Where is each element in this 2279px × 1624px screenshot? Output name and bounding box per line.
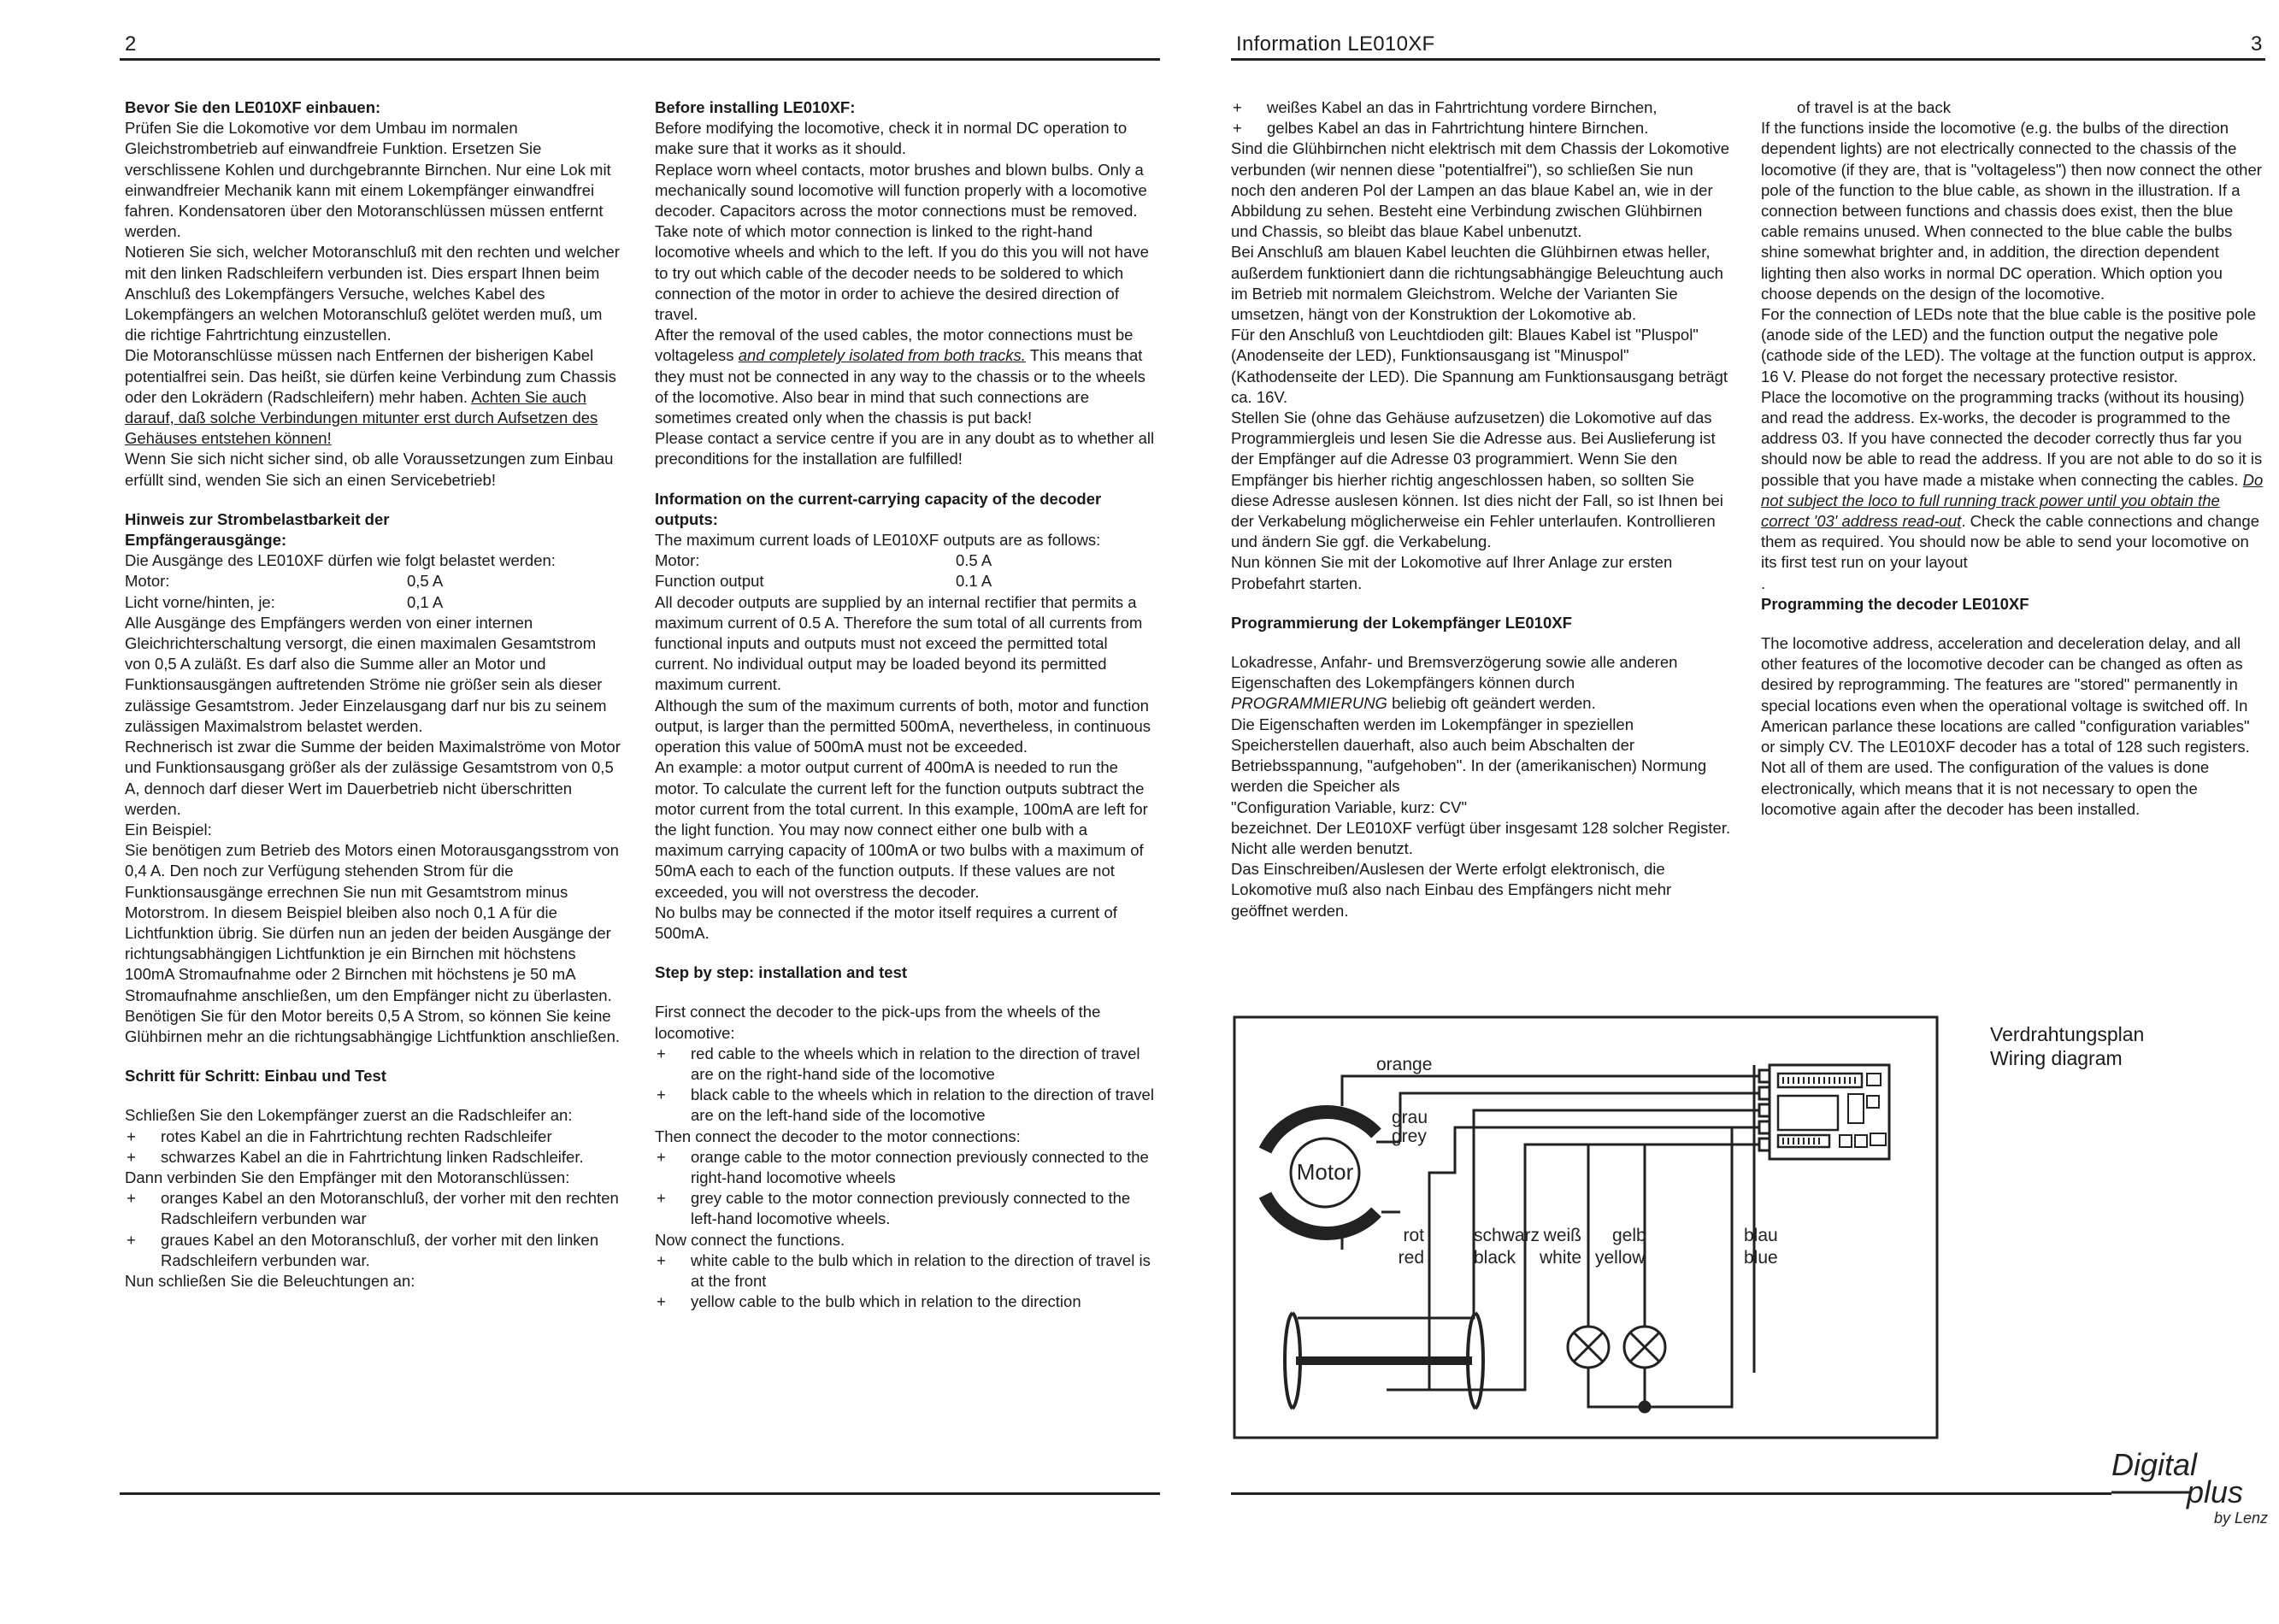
table-row: [125, 592, 624, 613]
underlined-emphasis: and completely isolated from both tracks.: [738, 346, 1026, 365]
paragraph: If the functions inside the locomotive (e.g. the bulbs of the direction dependent lights) are not electrically connected to the chassis of the locomotive (if they are, that is "voltageless") then now connect the other pole of the function to the blue cable, as shown in the illustration. If a connection between functions and chassis does exist, then the blue cable remains unused. When connected to the blue cable the bulbs shine somewhat brighter and, in addition, the direction dependent lighting then also works in normal DC operation. Which option you choose depends on the design of the locomotive.: [1761, 119, 2262, 303]
italic-term: PROGRAMMIERUNG: [1231, 694, 1387, 713]
label-grey: grey: [1392, 1127, 1427, 1146]
logo-digital: Digital: [2111, 1447, 2198, 1482]
paragraph: Schließen Sie den Lokempfänger zuerst an die Radschleifer an:: [125, 1106, 573, 1125]
heading-programming: Programming the decoder LE010XF: [1761, 594, 2029, 613]
decoder-board: [1759, 1065, 1889, 1159]
heading-step-by-step: Step by step: installation and test: [655, 963, 908, 982]
label-motor: Motor: [1296, 1159, 1354, 1185]
paragraph: Before modifying the locomotive, check it in normal DC operation to make sure that it works as it should.: [655, 119, 1128, 158]
caption-english: Wiring diagram: [1990, 1047, 2123, 1069]
text: Die Motoranschlüsse müssen nach Entfernen der bisherigen Kabel potentialfrei sein. Das heißt, sie dürfen keine Verbindung zum Chassis oder den Lokrädern (Radschleifern) mehr haben.: [125, 346, 616, 406]
table-row: [655, 550, 1159, 571]
heading-schritt: Schritt für Schritt: Einbau und Test: [125, 1067, 386, 1086]
paragraph: Then connect the decoder to the motor connections:: [655, 1127, 1021, 1145]
paragraph: Replace worn wheel contacts, motor brushes and blown bulbs. Only a mechanically sound locomotive will function properly with a locomotive decoder. Capacitors across the motor connections must be removed.: [655, 160, 1147, 221]
footer-rule-right: [1231, 1492, 2111, 1495]
list-item: + schwarzes Kabel an die in Fahrtrichtung linken Radschleifer.: [125, 1147, 624, 1168]
list-item: + yellow cable to the bulb which in relation to the direction: [655, 1292, 1159, 1312]
paragraph: Take note of which motor connection is linked to the right-hand locomotive wheels and which to the left. If you do this you will not have to try out which cable of the decoder needs to be soldered to which connection of the motor in order to achieve the desired direction of travel.: [655, 222, 1149, 324]
list-item: + oranges Kabel an den Motoranschluß, der vorher mit den rechten Radschleifern verbunden war: [125, 1188, 624, 1229]
label-weiss: weiß: [1543, 1226, 1581, 1245]
paragraph: Ein Beispiel:: [125, 820, 212, 838]
paragraph: "Configuration Variable, kurz: CV": [1231, 797, 1468, 816]
text: Place the locomotive on the programming tracks (without its housing) and read the address. Ex-works, the decoder is programmed to the address 03. If you have connected the decoder correctly thus far you should now be able to read the address. If you are not able to do so it is possible that you have made a mistake when connecting the cables.: [1761, 387, 2263, 489]
label-red: red: [1398, 1248, 1424, 1268]
diagram-caption: [1990, 1022, 2144, 1070]
digital-plus-logo: [2086, 1441, 2274, 1527]
value: 0,1 A: [407, 592, 444, 611]
label-black: black: [1474, 1248, 1516, 1268]
paragraph: Wenn Sie sich nicht sicher sind, ob alle Voraussetzungen zum Einbau erfüllt sind, wenden Sie sich an einen Servicebetrieb!: [125, 450, 614, 489]
paragraph: Sie benötigen zum Betrieb des Motors einen Motorausgangsstrom von 0,4 A. Den noch zur Verfügung stehenden Strom für die Funktionsausgänge errechnen Sie nun mit Gesamtstrom minus Motorstrom. In diesem Beispiel bleiben also noch 0,1 A für die Lichtfunktion übrig. Sie dürfen nun an jeden der beiden Ausgänge der richtungsabhängigen Lichtfunktion je ein Birnchen mit höchstens 100mA Stromaufnahme oder 2 Birnchen mit höchstens je 50 mA Stromaufnahme anschließen, um den Empfänger nicht zu überlasten.: [125, 841, 619, 1004]
underlined-warning: Do not subject the loco to full running track power until you obtain the correct '03' address read-out: [1761, 470, 2264, 531]
paragraph: First connect the decoder to the pick-ups from the wheels of the locomotive:: [655, 1003, 1101, 1042]
paragraph: Prüfen Sie die Lokomotive vor dem Umbau im normalen Gleichstrombetrieb auf einwandfreie Funktion. Ersetzen Sie verschlissene Kohlen und durchgebrannte Birnchen. Nur eine Lok mit einwandfreier Mechanik kann mit einem Lokempfänger einwandfrei fahren. Kondensatoren über den Motoranschlüssen müssen entfernt werden.: [125, 119, 611, 241]
footer-rule-left: [120, 1492, 1160, 1495]
header-rule-right: [1231, 58, 2265, 61]
underlined-warning: Achten Sie auch darauf, daß solche Verbindungen mitunter erst durch Aufsetzen des Gehäuses entstehen können!: [125, 387, 598, 448]
paragraph: Nun können Sie mit der Lokomotive auf Ihrer Anlage zur ersten Probefahrt starten.: [1231, 553, 1673, 592]
label: Motor:: [125, 572, 170, 591]
table-row: [125, 571, 624, 591]
paragraph: An example: a motor output current of 400mA is needed to run the motor. To calculate the current left for the function outputs subtract the motor current from the total current. In this example, 100mA are left for the light function. You may now connect either one bulb with a maximum carrying capacity of 100mA or two bulbs with a maximum of 50mA each to each of the function outputs. If these values are not exceeded, you will not overstress the decoder.: [655, 758, 1148, 901]
paragraph: Bei Anschluß am blauen Kabel leuchten die Glühbirnen etwas heller, außerdem funktioniert dann die richtungsabhängige Beleuchtung auch im Betrieb mit normalem Gleichstrom. Welche der Varianten Sie umsetzen, hängt von der Konstruktion der Lokomotive ab.: [1231, 243, 1723, 324]
heading-current-capacity: Information on the current-carrying capacity of the decoder outputs:: [655, 489, 1102, 528]
paragraph: No bulbs may be connected if the motor itself requires a current of 500mA.: [655, 903, 1117, 942]
list-item: + orange cable to the motor connection previously connected to the right-hand locomotive wheels: [655, 1147, 1159, 1188]
paragraph: Notieren Sie sich, welcher Motoranschluß mit den rechten und welcher mit den linken Radschleifern verbunden ist. Dies erspart Ihnen beim Anschluß des Lokempfängers Versuche, welches Kabel des Lokempfängers an welchen Motoranschluß gelötet werden muß, um die richtige Fahrtrichtung einzustellen.: [125, 243, 620, 344]
right-page-title: Information LE010XF: [1236, 32, 1435, 56]
paragraph: Rechnerisch ist zwar die Summe der beiden Maximalströme von Motor und Funktionsausgang größer als der zulässige Gesamtstrom von 0,5 A, dennoch darf dieser Wert im Dauerbetrieb nicht überschritten werden.: [125, 738, 621, 818]
logo-by-lenz: by Lenz: [2214, 1509, 2269, 1527]
label-gelb: gelb: [1612, 1226, 1646, 1245]
label-white: white: [1539, 1248, 1581, 1268]
text: beliebig oft geändert werden.: [1387, 694, 1596, 713]
table-row: [655, 571, 1159, 591]
list-item: + grey cable to the motor connection previously connected to the left-hand locomotive wheels.: [655, 1188, 1159, 1229]
label: Function output: [655, 572, 764, 591]
label-grau: grau: [1392, 1108, 1428, 1127]
text: Lokadresse, Anfahr- und Bremsverzögerung sowie alle anderen Eigenschaften des Lokempfängers können durch: [1231, 653, 1678, 692]
heading-before-installing: Before installing LE010XF:: [655, 98, 856, 116]
paragraph: Alle Ausgänge des Empfängers werden von einer internen Gleichrichterschaltung versorgt, die einen maximalen Gesamtstrom von 0,5 A zuläßt. Es darf also die Summe aller an Motor und Funktionsausgängen auftretenden Ströme nie größer sein als dieser zulässige Gesamtstrom. Jeder Einzelausgang darf nur bis zu seinem zulässigen Maximalstrom belastet werden.: [125, 613, 607, 735]
label: Licht vorne/hinten, je:: [125, 592, 275, 611]
paragraph: Now connect the functions.: [655, 1230, 845, 1249]
column-german-left: [125, 97, 624, 1292]
text: This means that they must not be connected in any way to the chassis or to the wheels of the locomotive. Also bear in mind that such connections are sometimes created only when the chassis is put back!: [655, 346, 1145, 427]
column-english-left: [655, 97, 1159, 1312]
column-german-right: [1231, 97, 1731, 921]
paragraph: Stellen Sie (ohne das Gehäuse aufzusetzen) die Lokomotive auf das Programmiergleis und lesen Sie die Adresse aus. Bei Auslieferung ist der Empfänger auf die Adresse 03 programmiert. Wenn Sie den Empfänger bis hierher richtig angeschlossen haben, so sollten Sie diese Adresse auslesen können. Ist dies nicht der Fall, so ist Ihnen bei der Verkabelung möglicherweise ein Fehler unterlaufen. Kontrollieren und ändern Sie ggf. die Verkabelung.: [1231, 409, 1723, 551]
paragraph: [125, 345, 624, 449]
value: 0.5 A: [956, 551, 992, 570]
paragraph: The maximum current loads of LE010XF outputs are as follows:: [655, 531, 1101, 550]
paragraph: .: [1761, 574, 1766, 592]
list-item: + graues Kabel an den Motoranschluß, der vorher mit den linken Radschleifern verbunden war.: [125, 1230, 624, 1271]
label-orange: orange: [1376, 1055, 1433, 1074]
label-rot: rot: [1403, 1226, 1424, 1245]
value: 0.1 A: [956, 572, 992, 591]
list-item: + rotes Kabel an die in Fahrtrichtung rechten Radschleifer: [125, 1127, 624, 1147]
label-blau: blau: [1744, 1226, 1778, 1245]
paragraph: Although the sum of the maximum currents of both, motor and function output, is larger than the permitted 500mA, nevertheless, in continuous operation this value of 500mA must not be exceeded.: [655, 696, 1151, 756]
list-item: + black cable to the wheels which in relation to the direction of travel are on the left-hand side of the locomotive: [655, 1085, 1159, 1126]
paragraph: bezeichnet. Der LE010XF verfügt über insgesamt 128 solcher Register. Nicht alle werden benutzt.: [1231, 818, 1731, 857]
value: 0,5 A: [407, 572, 444, 591]
paragraph: Sind die Glühbirnchen nicht elektrisch mit dem Chassis der Lokomotive verbunden (wir nennen diese "potentialfrei"), so schließen Sie nun noch den anderen Pol der Lampen an das blaue Kabel an, wie in der Abbildung zu sehen. Besteht eine Verbindung zwischen Glühbirnen und Chassis, so bleibt das blaue Kabel unbenutzt.: [1231, 139, 1730, 241]
paragraph: of travel is at the back: [1797, 98, 1951, 116]
list-item: + gelbes Kabel an das in Fahrtrichtung hintere Birnchen.: [1231, 118, 1731, 138]
column-english-right: [1761, 97, 2267, 820]
list-item: + white cable to the bulb which in relation to the direction of travel is at the front: [655, 1250, 1159, 1292]
bulb-symbols: [1568, 1127, 1759, 1412]
paragraph: Please contact a service centre if you are in any doubt as to whether all preconditions for the installation are fulfilled!: [655, 429, 1155, 468]
paragraph: Die Ausgänge des LE010XF dürfen wie folgt belastet werden:: [125, 551, 556, 570]
text: . Check the cable connections and change them as required. You should now be able to send your locomotive on its first test run on your layout: [1761, 512, 2259, 572]
logo-plus: plus: [2187, 1474, 2244, 1509]
heading-strombelastbarkeit-2: Empfängerausgänge:: [125, 531, 287, 550]
label-schwarz: schwarz: [1474, 1226, 1540, 1245]
caption-german: Verdrahtungsplan: [1990, 1023, 2145, 1045]
paragraph: [655, 325, 1159, 428]
header-rule-left: [120, 58, 1160, 61]
paragraph: Benötigen Sie für den Motor bereits 0,5 A Strom, so können Sie keine Glühbirnen mehr an die richtungsabhängige Lichtfunktion anschließen.: [125, 1006, 621, 1045]
heading-strombelastbarkeit: Hinweis zur Strombelastbarkeit der: [125, 509, 390, 528]
paragraph: All decoder outputs are supplied by an internal rectifier that permits a maximum current of 0.5 A. Therefore the sum total of all currents from functional inputs and outputs must not exceed the permitted total current. No individual output may be loaded beyond its permitted maximum current.: [655, 592, 1143, 694]
wiring-diagram: [1231, 1014, 1940, 1441]
list-item: + weißes Kabel an das in Fahrtrichtung vordere Birnchen,: [1231, 97, 1731, 118]
paragraph: The locomotive address, acceleration and deceleration delay, and all other features of the locomotive decoder can be changed as often as desired by reprogramming. The features are "stored" permanently in special locations even when the operational voltage is switched off. In American parlance these locations are called "configuration variables" or simply CV. The LE010XF decoder has a total of 128 such registers. Not all of them are used. The configuration of the values is done electronically, which means that it is not necessary to open the locomotive again after the decoder has been installed.: [1761, 634, 2250, 818]
heading-bevor: Bevor Sie den LE010XF einbauen:: [125, 98, 381, 116]
paragraph: Nun schließen Sie die Beleuchtungen an:: [125, 1271, 415, 1290]
wheelset-symbol: [1285, 1313, 1483, 1409]
text: After the removal of the used cables, the motor connections must be voltageless: [655, 326, 1134, 365]
label: Motor:: [655, 551, 700, 570]
list-item: + red cable to the wheels which in relation to the direction of travel are on the right-hand side of the locomotive: [655, 1044, 1159, 1085]
paragraph: Dann verbinden Sie den Empfänger mit den Motoranschlüssen:: [125, 1168, 570, 1186]
left-page-number: 2: [125, 32, 137, 56]
paragraph: [1761, 387, 2267, 574]
label-blue: blue: [1744, 1248, 1778, 1268]
paragraph: [1231, 652, 1731, 715]
paragraph: Die Eigenschaften werden im Lokempfänger in speziellen Speicherstellen dauerhaft, also auch beim Abschalten der Betriebsspannung, "aufgehoben". In der (amerikanischen) Normung werden die Speicher als: [1231, 715, 1707, 796]
paragraph: For the connection of LEDs note that the blue cable is the positive pole (anode side of the LED) and the function output the negative pole (cathode side of the LED). The voltage at the function output is approx. 16 V. Please do not forget the necessary protective resistor.: [1761, 305, 2257, 385]
label-yellow: yellow: [1595, 1248, 1646, 1268]
right-page-number: 3: [2251, 32, 2263, 56]
paragraph: Für den Anschluß von Leuchtdioden gilt: Blaues Kabel ist "Pluspol" (Anodenseite der LED), Funktionsausgang ist "Minuspol" (Kathodenseite der LED). Die Spannung am Funktionsausgang beträgt ca. 16V.: [1231, 326, 1728, 406]
paragraph: Das Einschreiben/Auslesen der Werte erfolgt elektronisch, die Lokomotive muß also nach Einbau des Empfängers nicht mehr geöffnet werden.: [1231, 860, 1672, 920]
heading-programmierung: Programmierung der Lokempfänger LE010XF: [1231, 613, 1572, 632]
